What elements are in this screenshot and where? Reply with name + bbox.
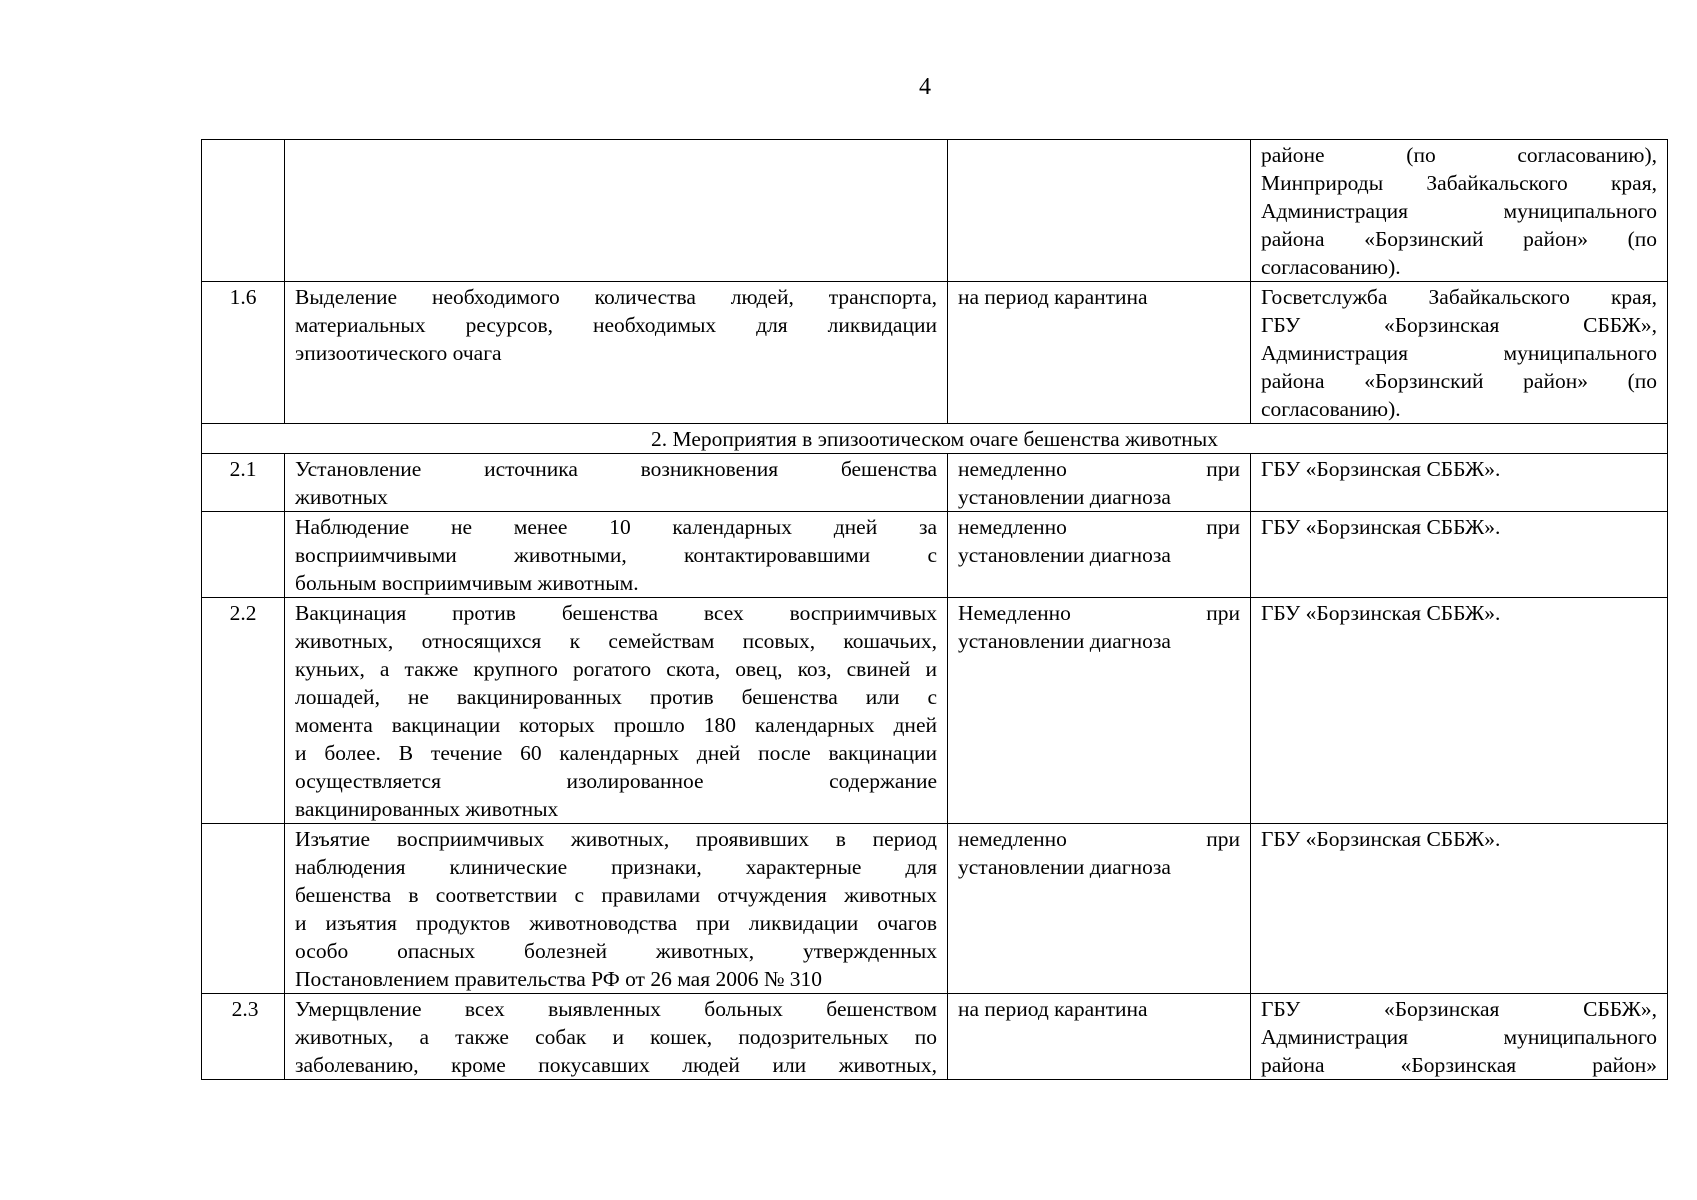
row-number-cell: 2.1 bbox=[202, 454, 285, 512]
term-cell bbox=[948, 598, 1251, 824]
responsible-line: района «Борзинский район» (по bbox=[1261, 227, 1657, 251]
row-number-cell: 1.6 bbox=[202, 282, 285, 424]
row-number-cell: 2.2 bbox=[202, 598, 285, 824]
responsible-line: районе (по согласованию), bbox=[1261, 143, 1657, 167]
term-cell bbox=[948, 140, 1251, 282]
table-row bbox=[202, 140, 1668, 282]
term-line: немедленно при bbox=[958, 827, 1240, 851]
responsible-line: Госветслужба Забайкальского края, bbox=[1261, 285, 1657, 309]
table-row bbox=[202, 282, 1668, 424]
action-line: Постановлением правительства РФ от 26 мая 2006 № 310 bbox=[295, 967, 822, 991]
action-cell bbox=[285, 512, 948, 598]
responsible-line: согласованию). bbox=[1261, 255, 1401, 279]
term-cell: на период карантина bbox=[948, 994, 1251, 1080]
responsible-cell bbox=[1251, 140, 1668, 282]
responsible-line: Администрация муниципального bbox=[1261, 199, 1657, 223]
responsible-cell: ГБУ «Борзинская СББЖ». bbox=[1251, 454, 1668, 512]
responsible-line: Администрация муниципального bbox=[1261, 1025, 1657, 1049]
action-line: заболеванию, кроме покусавших людей или животных, bbox=[295, 1053, 937, 1077]
term-line: Немедленно при bbox=[958, 601, 1240, 625]
responsible-line: ГБУ «Борзинская СББЖ», bbox=[1261, 313, 1657, 337]
responsible-cell: ГБУ «Борзинская СББЖ». bbox=[1251, 512, 1668, 598]
measures-table bbox=[201, 139, 1668, 1080]
row-number-cell bbox=[202, 140, 285, 282]
action-line: особо опасных болезней животных, утвержденных bbox=[295, 939, 937, 963]
section-title: 2. Мероприятия в эпизоотическом очаге бешенства животных bbox=[202, 424, 1668, 454]
action-cell bbox=[285, 140, 948, 282]
term-line: немедленно при bbox=[958, 457, 1240, 481]
table-row bbox=[202, 454, 1668, 512]
responsible-line: района «Борзинская район» bbox=[1261, 1053, 1657, 1077]
action-line: и изъятия продуктов животноводства при ликвидации очагов bbox=[295, 911, 937, 935]
action-line: осуществляется изолированное содержание bbox=[295, 769, 937, 793]
term-cell bbox=[948, 454, 1251, 512]
action-line: материальных ресурсов, необходимых для ликвидации bbox=[295, 313, 937, 337]
action-line: Наблюдение не менее 10 календарных дней за bbox=[295, 515, 937, 539]
term-line: установлении диагноза bbox=[958, 855, 1171, 879]
action-line: момента вакцинации которых прошло 180 календарных дней bbox=[295, 713, 937, 737]
action-line: Вакцинация против бешенства всех восприимчивых bbox=[295, 601, 937, 625]
action-cell bbox=[285, 282, 948, 424]
term-cell bbox=[948, 824, 1251, 994]
table-row bbox=[202, 598, 1668, 824]
action-cell bbox=[285, 598, 948, 824]
action-line: животных, а также собак и кошек, подозрительных по bbox=[295, 1025, 937, 1049]
action-line: и более. В течение 60 календарных дней после вакцинации bbox=[295, 741, 937, 765]
action-line: вакцинированных животных bbox=[295, 797, 559, 821]
action-line: эпизоотического очага bbox=[295, 341, 502, 365]
responsible-line: ГБУ «Борзинская СББЖ», bbox=[1261, 997, 1657, 1021]
action-line: восприимчивыми животными, контактировавшими с bbox=[295, 543, 937, 567]
row-number-cell bbox=[202, 824, 285, 994]
section-header-row bbox=[202, 424, 1668, 454]
action-line: бешенства в соответствии с правилами отчуждения животных bbox=[295, 883, 937, 907]
responsible-line: согласованию). bbox=[1261, 397, 1401, 421]
responsible-line: Минприроды Забайкальского края, bbox=[1261, 171, 1657, 195]
row-number-cell bbox=[202, 512, 285, 598]
responsible-cell: ГБУ «Борзинская СББЖ». bbox=[1251, 598, 1668, 824]
term-line: установлении диагноза bbox=[958, 629, 1171, 653]
responsible-cell: ГБУ «Борзинская СББЖ». bbox=[1251, 824, 1668, 994]
term-cell bbox=[948, 512, 1251, 598]
term-cell: на период карантина bbox=[948, 282, 1251, 424]
term-line: установлении диагноза bbox=[958, 543, 1171, 567]
action-line: больным восприимчивым животным. bbox=[295, 571, 639, 595]
action-line: лошадей, не вакцинированных против бешенства или с bbox=[295, 685, 937, 709]
action-line: животных bbox=[295, 485, 388, 509]
action-line: Выделение необходимого количества людей, транспорта, bbox=[295, 285, 937, 309]
responsible-cell bbox=[1251, 994, 1668, 1080]
term-line: установлении диагноза bbox=[958, 485, 1171, 509]
action-cell bbox=[285, 824, 948, 994]
page-number: 4 bbox=[919, 74, 931, 100]
action-line: Изъятие восприимчивых животных, проявивших в период bbox=[295, 827, 937, 851]
action-cell bbox=[285, 454, 948, 512]
responsible-line: района «Борзинский район» (по bbox=[1261, 369, 1657, 393]
responsible-line: Администрация муниципального bbox=[1261, 341, 1657, 365]
action-line: куньих, а также крупного рогатого скота, овец, коз, свиней и bbox=[295, 657, 937, 681]
term-line: немедленно при bbox=[958, 515, 1240, 539]
row-number-cell: 2.3 bbox=[202, 994, 285, 1080]
table-row bbox=[202, 824, 1668, 994]
table-row bbox=[202, 512, 1668, 598]
table-row bbox=[202, 994, 1668, 1080]
action-cell bbox=[285, 994, 948, 1080]
action-line: наблюдения клинические признаки, характерные для bbox=[295, 855, 937, 879]
action-line: животных, относящихся к семействам псовых, кошачьих, bbox=[295, 629, 937, 653]
action-line: Умерщвление всех выявленных больных бешенством bbox=[295, 997, 937, 1021]
action-line: Установление источника возникновения бешенства bbox=[295, 457, 937, 481]
responsible-cell bbox=[1251, 282, 1668, 424]
